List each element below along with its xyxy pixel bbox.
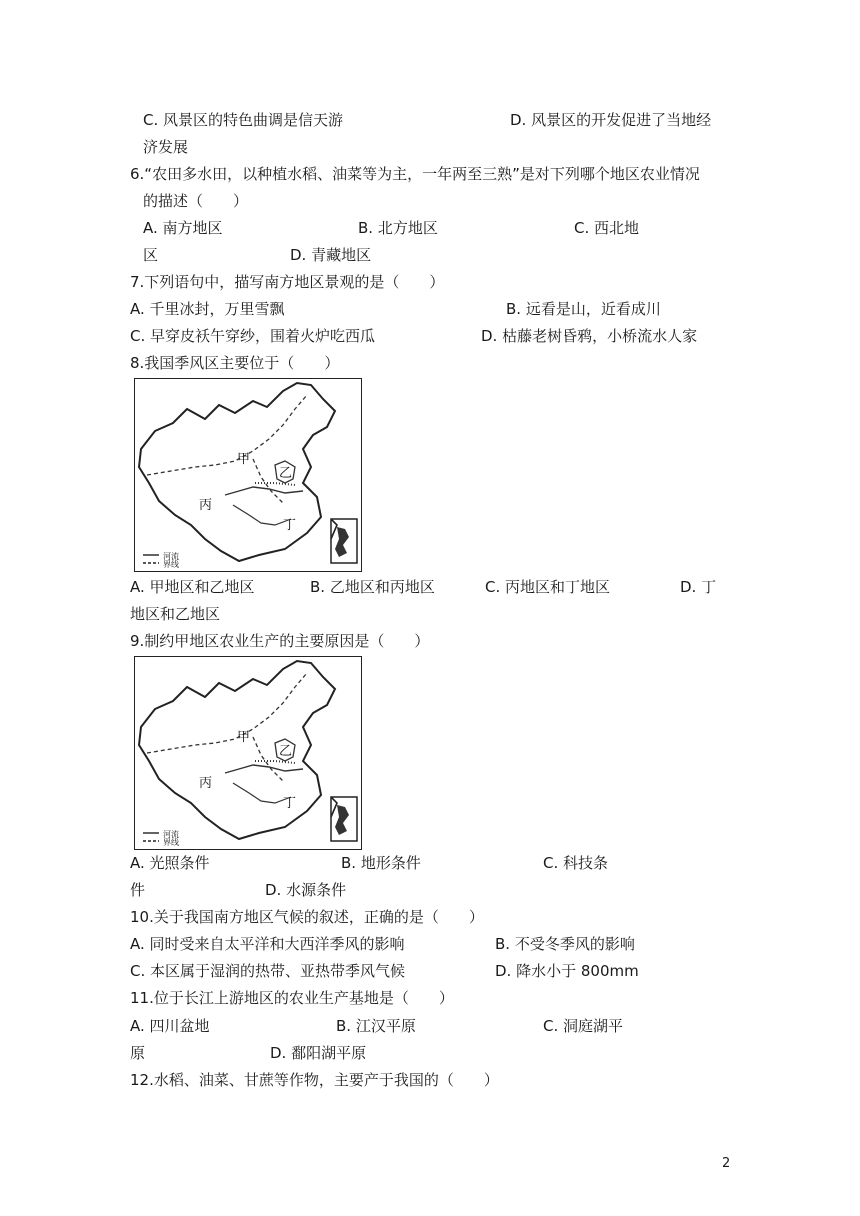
map-legend-river: 河流 (163, 830, 179, 839)
q11-option-b: B. 江汉平原 (336, 1017, 416, 1035)
map-label-yi: 乙 (279, 744, 293, 759)
q9-option-a: A. 光照条件 (130, 854, 210, 872)
q9-option-d: D. 水源条件 (265, 881, 347, 899)
map-label-jia: 甲 (237, 452, 251, 467)
map-legend-river: 河流 (163, 552, 179, 561)
q6-stem-cont: 的描述（ ） (143, 192, 249, 210)
q8-option-d: D. 丁 (680, 578, 717, 596)
q10-option-c: C. 本区属于湿润的热带、亚热带季风气候 (130, 962, 406, 980)
q9-option-b: B. 地形条件 (341, 854, 421, 872)
map-legend-boundary: 界线 (163, 560, 179, 569)
q6-option-d: D. 青藏地区 (290, 246, 372, 264)
q9-option-c: C. 科技条 (543, 854, 609, 872)
q11-option-a: A. 四川盆地 (130, 1017, 210, 1035)
map-label-bing: 丙 (199, 498, 213, 513)
q10-stem: 10.关于我国南方地区气候的叙述，正确的是（ ） (130, 908, 484, 926)
q5-option-d-cont: 济发展 (143, 138, 189, 156)
q6-option-b: B. 北方地区 (358, 219, 438, 237)
map-label-jia: 甲 (237, 730, 251, 745)
q10-option-b: B. 不受冬季风的影响 (495, 935, 635, 953)
q7-option-a: A. 千里冰封，万里雪飘 (130, 300, 285, 318)
map-label-ding: 丁 (283, 518, 297, 533)
china-map-q8 (134, 378, 362, 572)
china-map-q9 (134, 656, 362, 850)
q6-option-a: A. 南方地区 (143, 219, 223, 237)
q9-stem: 9.制约甲地区农业生产的主要原因是（ ） (130, 632, 430, 650)
q11-option-c: C. 洞庭湖平 (543, 1017, 624, 1035)
q8-option-a: A. 甲地区和乙地区 (130, 578, 255, 596)
page-number: 2 (722, 1156, 731, 1171)
q7-option-c: C. 早穿皮袄午穿纱，围着火炉吃西瓜 (130, 327, 376, 345)
q5-option-d: D. 风景区的开发促进了当地经 (510, 111, 712, 129)
q6-option-c-cont: 区 (143, 246, 159, 264)
q6-option-c: C. 西北地 (574, 219, 640, 237)
q11-option-d: D. 鄱阳湖平原 (270, 1044, 367, 1062)
q9-option-c-cont: 件 (130, 881, 146, 899)
q10-option-a: A. 同时受来自太平洋和大西洋季风的影响 (130, 935, 405, 953)
q5-option-c: C. 风景区的特色曲调是信天游 (143, 111, 344, 129)
q7-stem: 7.下列语句中，描写南方地区景观的是（ ） (130, 273, 445, 291)
q7-option-d: D. 枯藤老树昏鸦，小桥流水人家 (481, 327, 698, 345)
map-label-ding: 丁 (283, 796, 297, 811)
q7-option-b: B. 远看是山，近看成川 (506, 300, 661, 318)
q6-stem: 6.“农田多水田，以种植水稻、油菜等为主，一年两至三熟”是对下列哪个地区农业情况 (130, 165, 700, 183)
q8-option-d-cont: 地区和乙地区 (130, 605, 221, 623)
map-label-yi: 乙 (279, 466, 293, 481)
q11-stem: 11.位于长江上游地区的农业生产基地是（ ） (130, 989, 454, 1007)
map-label-bing: 丙 (199, 776, 213, 791)
q11-option-c-cont: 原 (130, 1044, 146, 1062)
q10-option-d: D. 降水小于 800mm (495, 962, 639, 980)
map-legend-boundary: 界线 (163, 838, 179, 847)
q8-option-c: C. 丙地区和丁地区 (485, 578, 611, 596)
q8-option-b: B. 乙地区和丙地区 (310, 578, 435, 596)
q8-stem: 8.我国季风区主要位于（ ） (130, 354, 340, 372)
q12-stem: 12.水稻、油菜、甘蔗等作物，主要产于我国的（ ） (130, 1071, 499, 1089)
